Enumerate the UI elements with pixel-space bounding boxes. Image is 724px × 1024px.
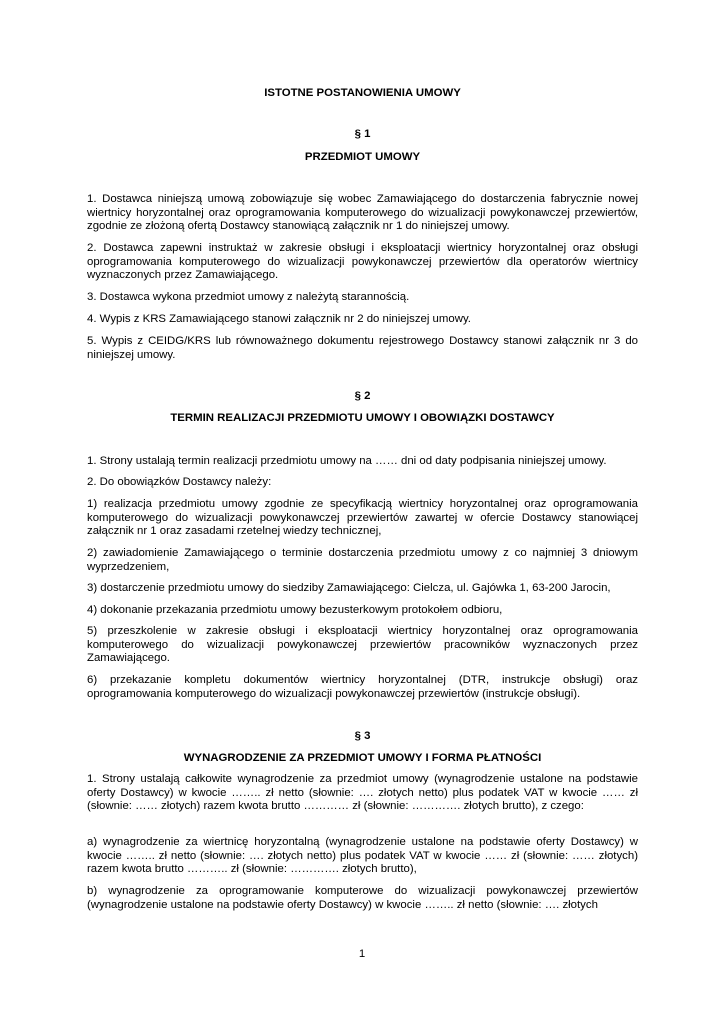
document-title: ISTOTNE POSTANOWIENIA UMOWY (264, 87, 461, 99)
section-1-paragraph: 1. Dostawca niniejszą umową zobowiązuje się wobec Zamawiającego do dostarczenia fabrycznie nowej wiertnicy horyzontalnej oraz oprogramowania komputerowego do wizualizacji powykonawczej przewiertów, zgodnie ze złożoną ofertą Dostawcy stanowiącą załącznik nr 1 do niniejszej umowy. (87, 193, 638, 233)
section-2-heading: TERMIN REALIZACJI PRZEDMIOTU UMOWY I OBOWIĄZKI DOSTAWCY (170, 412, 555, 424)
section-1-paragraph: 4. Wypis z KRS Zamawiającego stanowi załącznik nr 2 do niniejszej umowy. (87, 313, 471, 325)
section-3-paragraph: a) wynagrodzenie za wiertnicę horyzontalną (wynagrodzenie ustalone na podstawie oferty Dostawcy) w kwocie …….. zł netto (słownie: …. złotych netto) plus podatek VAT w kwocie …… zł (słownie: …… złotych) razem kwota brutto ……….. zł (słownie: …………. złotych brutto), (87, 836, 638, 876)
section-2-paragraph: 2. Do obowiązków Dostawcy należy: (87, 476, 272, 488)
section-1-paragraph: 2. Dostawca zapewni instruktaż w zakresie obsługi i eksploatacji wiertnicy horyzontalnej oraz obsługi oprogramowania komputerowego do wizualizacji powykonawczej przewiertów dla operatorów wiertnicy wyznaczonych przez Zamawiającego. (87, 242, 638, 282)
section-2-paragraph: 1) realizacja przedmiotu umowy zgodnie ze specyfikacją wiertnicy horyzontalnej oraz oprogramowania komputerowego do wizualizacji powykonawczej przewiertów zawartej w ofercie Dostawcy stanowiącej załącznik nr 1 oraz zasadami rzetelnej wiedzy technicznej, (87, 498, 638, 538)
section-2-paragraph: 1. Strony ustalają termin realizacji przedmiotu umowy na …… dni od daty podpisania niniejszej umowy. (87, 455, 607, 467)
section-2-paragraph: 2) zawiadomienie Zamawiającego o terminie dostarczenia przedmiotu umowy z co najmniej 3 dniowym wyprzedzeniem, (87, 547, 638, 573)
section-1-paragraph: 5. Wypis z CEIDG/KRS lub równoważnego dokumentu rejestrowego Dostawcy stanowi załącznik nr 3 do niniejszej umowy. (87, 335, 638, 361)
section-2-number: § 2 (354, 390, 371, 402)
section-3-paragraph: b) wynagrodzenie za oprogramowanie komputerowe do wizualizacji powykonawczej przewiertów (wynagrodzenie ustalone na podstawie oferty Dostawcy) w kwocie …….. zł netto (słownie: …. złotych (87, 885, 638, 911)
section-2-paragraph: 4) dokonanie przekazania przedmiotu umowy bezusterkowym protokołem odbioru, (87, 604, 503, 616)
section-3-heading: WYNAGRODZENIE ZA PRZEDMIOT UMOWY I FORMA PŁATNOŚCI (183, 752, 542, 764)
section-2-paragraph: 3) dostarczenie przedmiotu umowy do siedziby Zamawiającego: Cielcza, ul. Gajówka 1, 63-200 Jarocin, (87, 582, 611, 594)
section-2-paragraph: 6) przekazanie kompletu dokumentów wiertnicy horyzontalnej (DTR, instrukcje obsługi) oraz oprogramowania komputerowego do wizualizacji powykonawczej przewiertów (instrukcje obsługi). (87, 674, 638, 700)
section-1-heading: PRZEDMIOT UMOWY (304, 151, 421, 163)
section-1-number: § 1 (354, 128, 371, 140)
section-3-number: § 3 (354, 730, 371, 742)
page-number: 1 (358, 948, 366, 960)
section-1-paragraph: 3. Dostawca wykona przedmiot umowy z należytą starannością. (87, 291, 410, 303)
section-2-paragraph: 5) przeszkolenie w zakresie obsługi i eksploatacji wiertnicy horyzontalnej oraz oprogramowania komputerowego do wizualizacji powykonawczej przewiertów pracowników wyznaczonych przez Zamawiającego. (87, 625, 638, 665)
section-3-paragraph: 1. Strony ustalają całkowite wynagrodzenie za przedmiot umowy (wynagrodzenie ustalone na podstawie oferty Dostawcy) w kwocie …….. zł netto (słownie: …. złotych netto) plus podatek VAT w kwocie …… zł (słownie: …… złotych) razem kwota brutto ………… zł (słownie: …………. złotych brutto), z czego: (87, 773, 638, 813)
